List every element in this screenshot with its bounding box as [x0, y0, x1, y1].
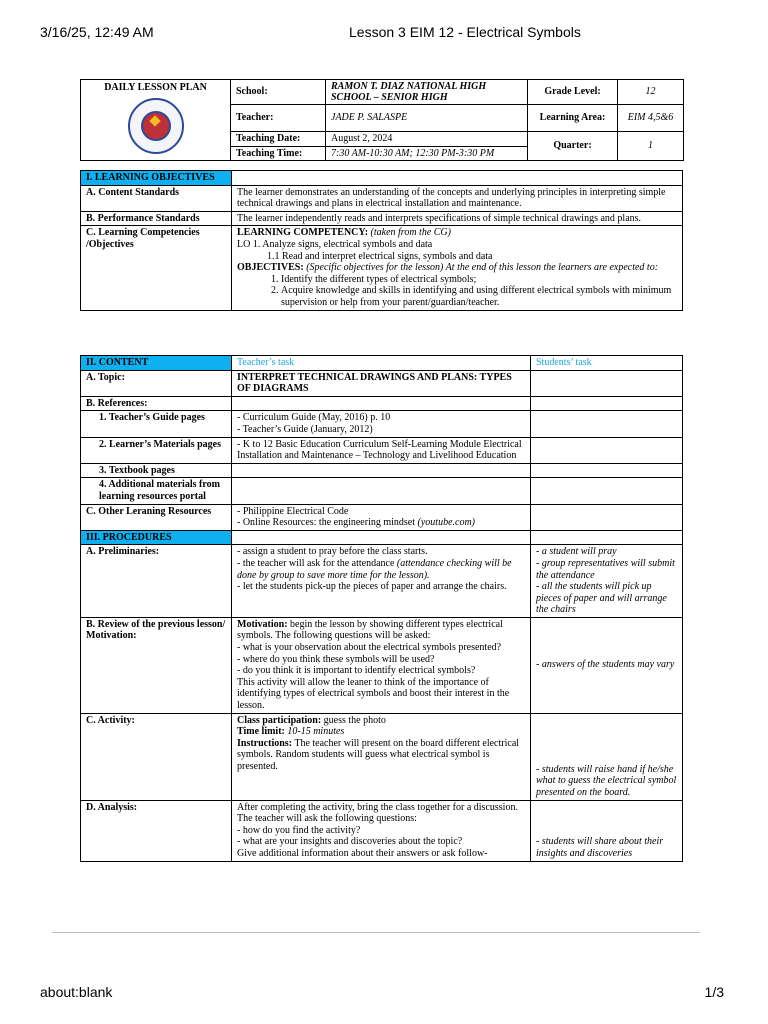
performance-standards-text: The learner independently reads and interprets specifications of simple technical drawings and plans.: [232, 211, 683, 226]
prelim-s1: - a student will pray: [536, 546, 617, 558]
content-title: II. CONTENT: [81, 356, 232, 371]
review-t2: - what is your observation about the electrical symbols presented?: [237, 642, 502, 654]
prelim-t3: - let the students pick-up the pieces of paper and arrange the chairs.: [237, 581, 507, 593]
quarter-value: 1: [618, 132, 684, 161]
preliminaries-label: A. Preliminaries:: [81, 545, 232, 618]
review-t3: - where do you think these symbols will be used?: [237, 653, 435, 665]
review-t1: begin the lesson by showing different types electrical symbols. The following questions will be asked:: [237, 618, 503, 642]
prelim-s2: - group representatives will submit the attendance: [536, 557, 675, 581]
content-standards-text: The learner demonstrates an understanding of the concepts and underlying principles in interpreting simple technical drawings and plans in electrical installation and maintenance.: [232, 185, 683, 211]
analysis-label: D. Analysis:: [81, 800, 232, 861]
lm-value: - K to 12 Basic Education Curriculum Self-Learning Module Electrical Installation and Maintenance – Technology and Livelihood Education: [232, 437, 531, 463]
deped-seal-logo: [128, 98, 184, 154]
competencies-cell: [232, 226, 683, 310]
time-label: Teaching Time:: [231, 146, 326, 161]
olr-value-2: - Online Resources: the engineering mindset: [237, 517, 418, 529]
preliminaries-students: [531, 545, 683, 618]
grade-label: Grade Level:: [528, 80, 618, 105]
print-footer: [40, 984, 724, 1004]
print-page-number: 1/3: [704, 984, 724, 1000]
activity-label: C. Activity:: [81, 713, 232, 800]
objectives-title: I. LEARNING OBJECTIVES: [81, 171, 232, 186]
act-tl-label: Time limit:: [237, 726, 285, 738]
review-students: - answers of the students may vary: [531, 617, 683, 713]
doc-title-cell: [81, 80, 231, 161]
teacher-task-heading: Teacher’s task: [232, 356, 531, 371]
lc-heading: LEARNING COMPETENCY:: [237, 227, 369, 239]
lesson-plan-header-table: [80, 79, 684, 161]
activity-students: - students will raise hand if he/she what to guess the electrical symbol presented on the board.: [531, 713, 683, 800]
area-value: EIM 4,5&6: [618, 105, 684, 132]
school-label: School:: [231, 80, 326, 105]
obj-note: (Specific objectives for the lesson) At the end of this lesson the learners are expected to:: [306, 262, 659, 274]
activity-teacher: [232, 713, 531, 800]
date-value: August 2, 2024: [326, 132, 528, 147]
print-header: [40, 24, 724, 44]
act-ins: The teacher will present on the board different electrical symbols. Random students will guess what electrical symbol is presented.: [237, 737, 520, 772]
review-t5: This activity will allow the leaner to think of the importance of identifying types of electrical symbols and boost their interest in the lesson.: [237, 676, 510, 712]
tg-value: [232, 411, 531, 437]
doc-title: DAILY LESSON PLAN: [104, 82, 207, 93]
objectives-list: [237, 274, 677, 309]
prelim-t2-note: (attendance checking will be done by group to save more time for the lesson).: [237, 557, 512, 581]
other-resources-label: C. Other Leraning Resources: [81, 504, 232, 530]
olr-value-1: - Philippine Electrical Code: [237, 505, 349, 517]
objective-item: 1. Identify the different types of electrical symbols;: [281, 274, 677, 286]
obj-heading: OBJECTIVES:: [237, 262, 304, 274]
act-cp-label: Class participation:: [237, 714, 322, 726]
quarter-label: Quarter:: [528, 132, 618, 161]
lo1-1: 1.1 Read and interpret electrical signs, symbols and data: [267, 250, 493, 262]
prelim-t1: - assign a student to pray before the class starts.: [237, 546, 428, 558]
review-t4: - do you think it is important to identify electrical symbols?: [237, 665, 476, 677]
content-procedures-table: [80, 355, 683, 862]
objectives-table: [80, 170, 683, 311]
print-url: about:blank: [40, 984, 113, 1000]
prelim-t2: - the teacher will ask for the attendance: [237, 557, 397, 569]
tg-label: 1. Teacher’s Guide pages: [81, 411, 232, 437]
procedures-title: III. PROCEDURES: [81, 530, 232, 545]
act-tl: 10-15 minutes: [284, 726, 345, 738]
prelim-s3: - all the students will pick up pieces of paper and will arrange the chairs: [536, 581, 667, 616]
time-value: 7:30 AM-10:30 AM; 12:30 PM-3:30 PM: [326, 146, 528, 161]
school-value: RAMON T. DIAZ NATIONAL HIGH SCHOOL – SENIOR HIGH: [326, 80, 528, 105]
analysis-students: - students will share about their insights and discoveries: [531, 800, 683, 861]
tg-value-1: - Curriculum Guide (May, 2016) p. 10: [237, 412, 391, 424]
lc-heading-note: (taken from the CG): [370, 227, 451, 239]
print-datetime: 3/16/25, 12:49 AM: [40, 24, 154, 40]
an-t2: - how do you find the activity?: [237, 824, 361, 836]
preliminaries-teacher: [232, 545, 531, 618]
competencies-label: C. Learning Competencies /Objectives: [81, 226, 232, 310]
page-divider: [52, 932, 700, 933]
print-title: Lesson 3 EIM 12 - Electrical Symbols: [349, 24, 581, 40]
analysis-teacher: [232, 800, 531, 861]
an-t4: Give additional information about their answers or ask follow-: [237, 847, 488, 859]
review-heading: Motivation:: [237, 618, 288, 630]
an-t3: - what are your insights and discoveries about the topic?: [237, 836, 463, 848]
content-standards-label: A. Content Standards: [81, 185, 232, 211]
olr-link: (youtube.com): [417, 517, 475, 529]
lo1: LO 1. Analyze signs, electrical symbols and data: [237, 238, 433, 250]
teacher-value: JADE P. SALASPE: [326, 105, 528, 132]
performance-standards-label: B. Performance Standards: [81, 211, 232, 226]
tg-value-2: - Teacher’s Guide (January, 2012): [237, 423, 373, 435]
review-teacher: [232, 617, 531, 713]
act-cp: guess the photo: [321, 714, 386, 726]
references-label: B. References:: [81, 396, 232, 411]
review-label: B. Review of the previous lesson/ Motivation:: [81, 617, 232, 713]
topic-value: INTERPRET TECHNICAL DRAWINGS AND PLANS: TYPES OF DIAGRAMS: [232, 370, 531, 396]
topic-label: A. Topic:: [81, 370, 232, 396]
other-resources-value: [232, 504, 531, 530]
objective-item: 2. Acquire knowledge and skills in identifying and using different electrical symbols with minimum supervision or help from your parent/guardian/teacher.: [281, 285, 677, 308]
area-label: Learning Area:: [528, 105, 618, 132]
lm-label: 2. Learner’s Materials pages: [81, 437, 232, 463]
act-ins-label: Instructions:: [237, 737, 293, 749]
student-task-heading: Students’ task: [531, 356, 683, 371]
grade-value: 12: [618, 80, 684, 105]
additional-materials-label: 4. Additional materials from learning resources portal: [81, 478, 232, 504]
teacher-label: Teacher:: [231, 105, 326, 132]
date-label: Teaching Date:: [231, 132, 326, 147]
textbook-label: 3. Textbook pages: [81, 463, 232, 478]
an-t1: After completing the activity, bring the class together for a discussion. The teacher will ask the following questions:: [237, 801, 518, 825]
